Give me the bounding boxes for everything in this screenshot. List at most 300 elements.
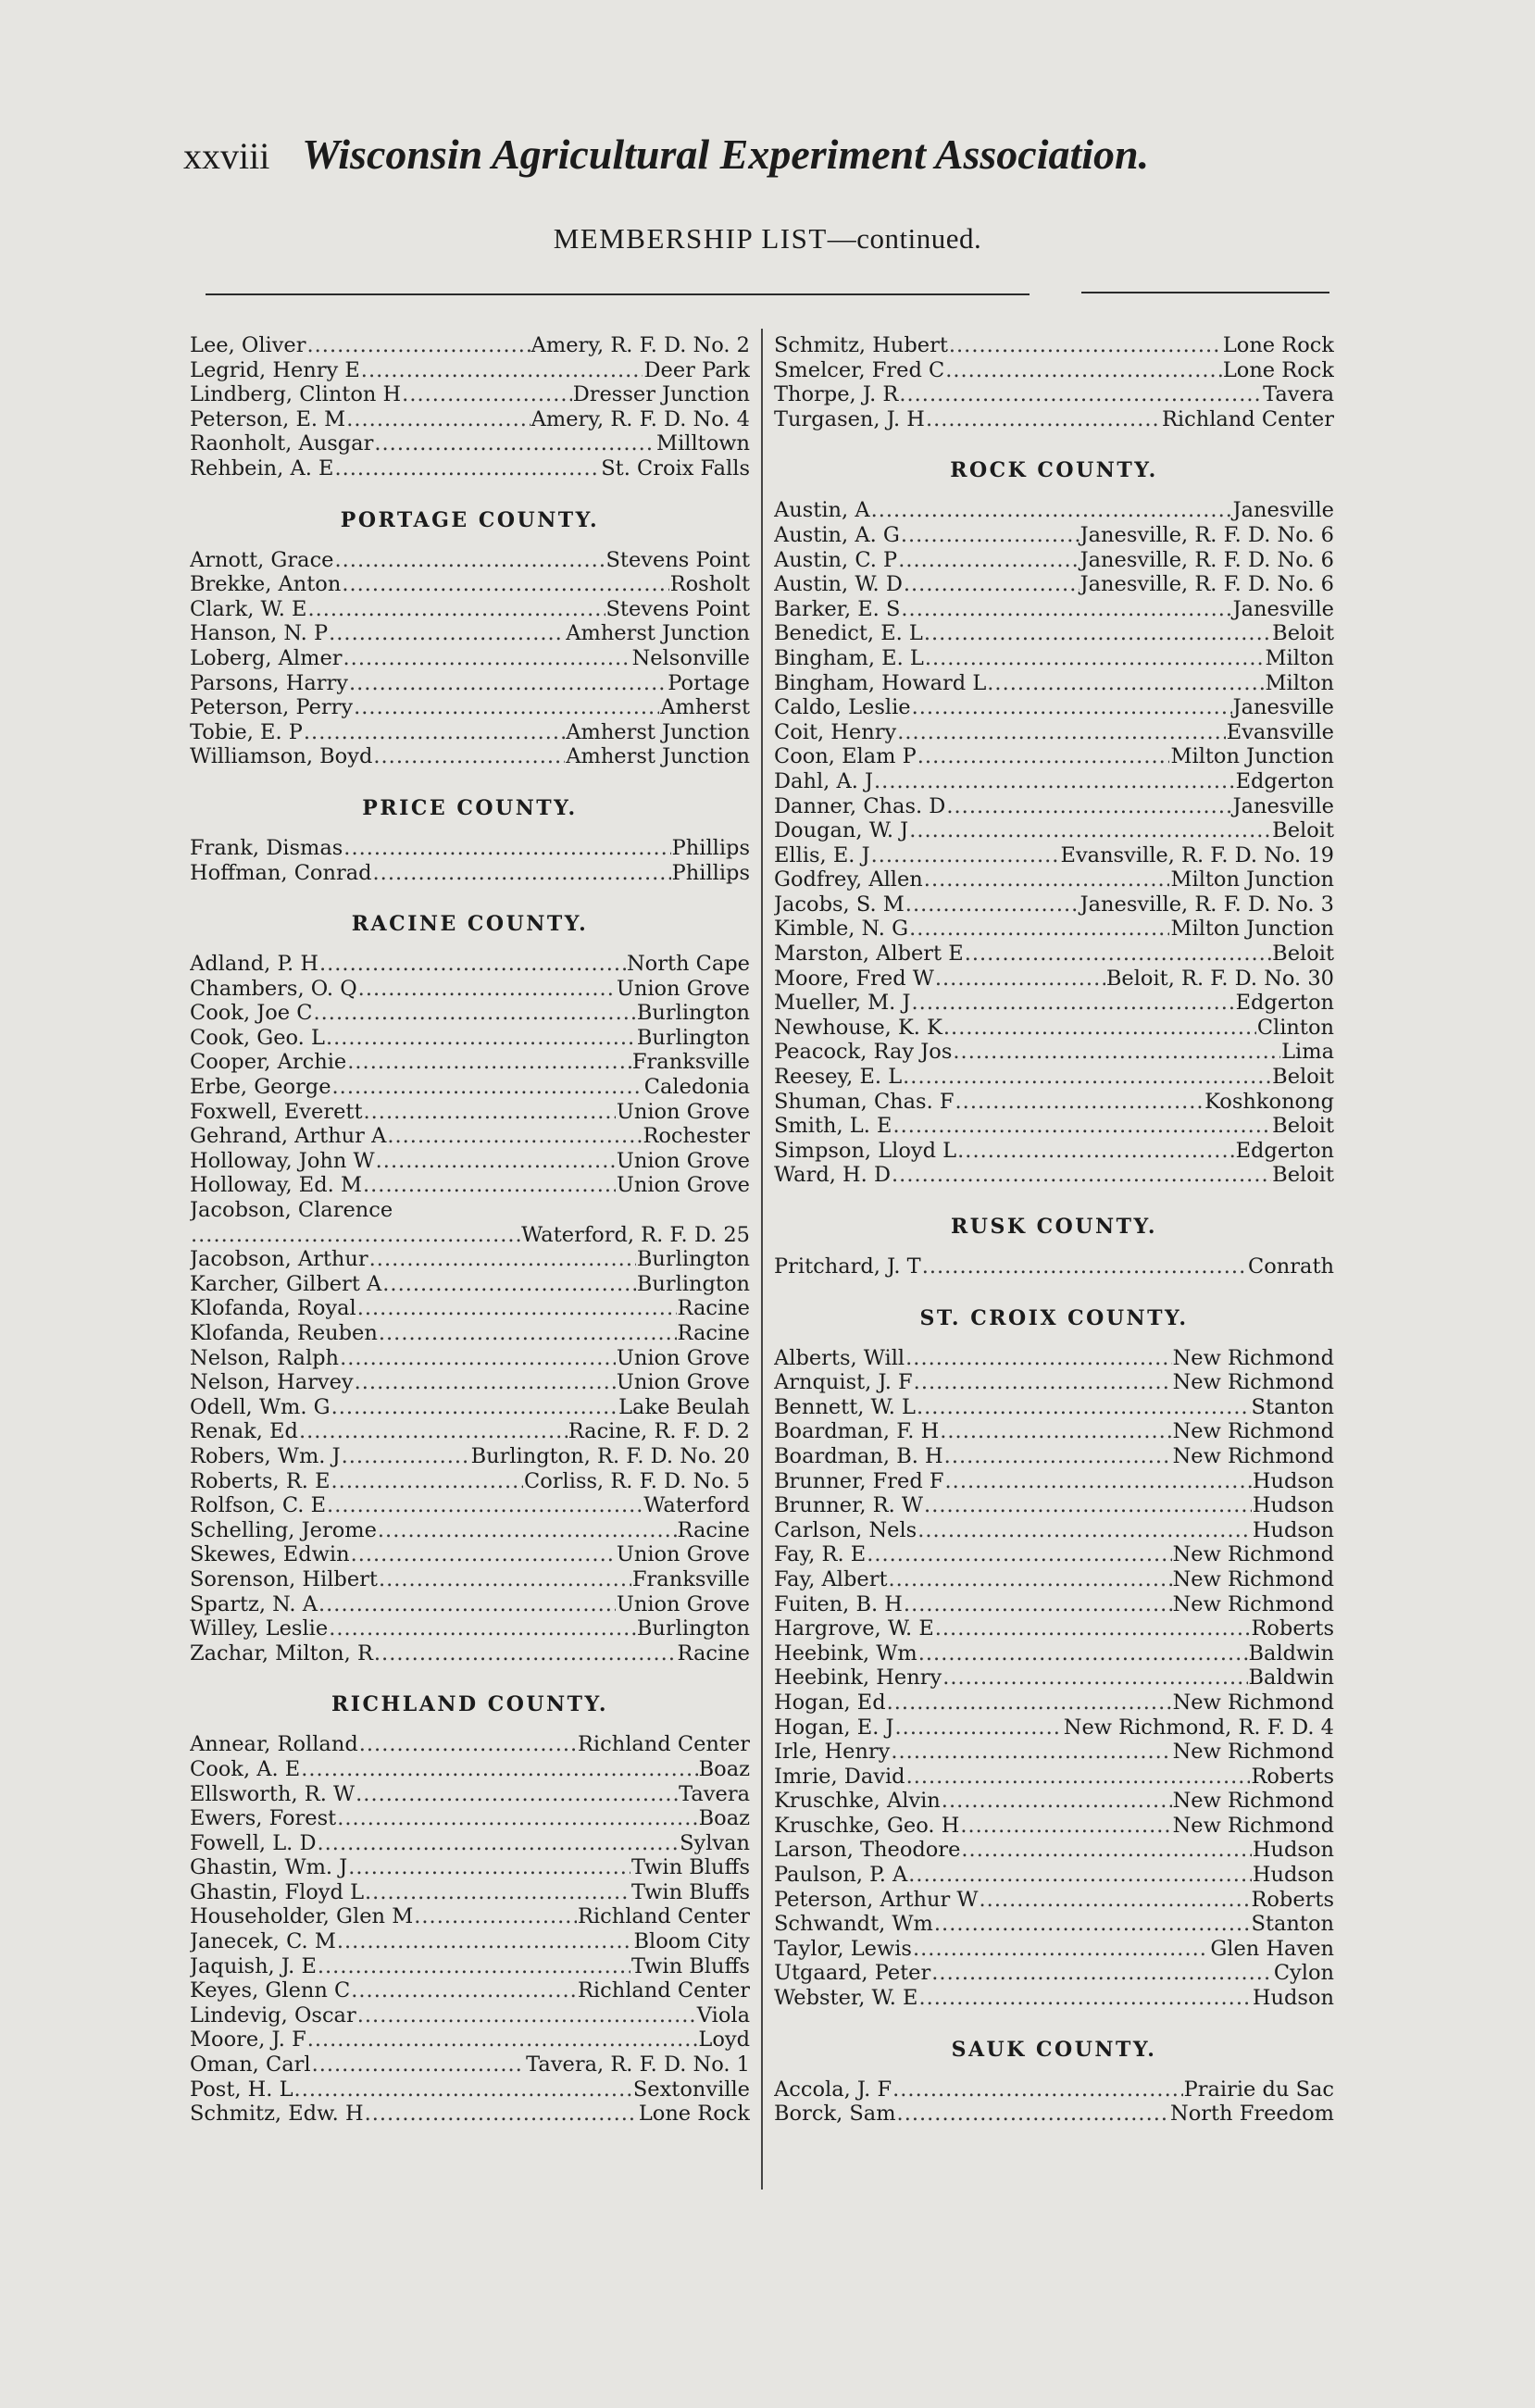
leader-dots — [940, 1419, 1171, 1444]
member-place: New Richmond — [1172, 1419, 1334, 1444]
member-name: Bennett, W. L — [774, 1394, 916, 1419]
member-place: Twin Bluffs — [630, 1953, 750, 1978]
leader-dots — [355, 1370, 616, 1395]
member-entry — [774, 1641, 1334, 1666]
member-place: Burlington — [636, 1001, 750, 1026]
member-place: Dresser Junction — [572, 382, 750, 407]
member-name: Foxwell, Everett — [190, 1099, 363, 1124]
member-entry — [774, 1444, 1334, 1469]
member-place: Janesville — [1232, 695, 1334, 720]
member-entry — [190, 2052, 750, 2077]
member-place: Evansville, R. F. D. No. 19 — [1060, 842, 1334, 867]
member-place: Union Grove — [616, 1370, 750, 1395]
member-place: Baldwin — [1248, 1641, 1334, 1666]
member-entry — [774, 818, 1334, 843]
member-place: North Freedom — [1170, 2102, 1334, 2127]
member-name: Rehbein, A. E — [190, 455, 334, 480]
member-place: Hudson — [1252, 1517, 1334, 1542]
member-entry — [774, 1986, 1334, 2011]
member-place: Janesville — [1232, 596, 1334, 621]
member-name: Danner, Chas. D — [774, 793, 946, 818]
leader-dots — [354, 695, 659, 720]
member-entry — [190, 952, 750, 977]
member-place: Amherst Junction — [566, 719, 750, 744]
leader-dots — [319, 952, 626, 977]
member-name: Turgasen, J. H — [774, 406, 925, 431]
member-entry — [774, 769, 1334, 794]
member-entry — [774, 1789, 1334, 1814]
member-entry — [774, 1592, 1334, 1617]
member-entry — [190, 1395, 750, 1420]
leader-dots — [917, 744, 1170, 769]
member-entry — [190, 358, 750, 383]
leader-dots — [357, 1296, 677, 1321]
member-entry — [190, 1978, 750, 2003]
leader-dots — [376, 1149, 616, 1174]
member-place: Franksville — [631, 1050, 750, 1075]
member-name: Hanson, N. P — [190, 621, 329, 646]
member-name: Carlson, Nels — [774, 1517, 917, 1542]
member-name: Klofanda, Royal — [190, 1296, 356, 1321]
member-entry — [774, 621, 1334, 646]
member-name: Boardman, F. H — [774, 1419, 940, 1444]
member-place: Conrath — [1248, 1254, 1334, 1279]
member-place: New Richmond — [1172, 1789, 1334, 1814]
member-place: Union Grove — [616, 1345, 750, 1370]
leader-dots — [326, 1026, 636, 1051]
member-place: New Richmond — [1172, 1443, 1334, 1468]
leader-dots — [898, 548, 1079, 573]
member-entry — [774, 1065, 1334, 1090]
member-name: Borck, Sam — [774, 2102, 896, 2127]
member-place: Phillips — [671, 835, 750, 860]
member-place: Union Grove — [616, 1542, 750, 1567]
member-entry — [190, 1444, 750, 1469]
member-entry — [774, 407, 1334, 432]
member-name: Austin, A. G — [774, 522, 900, 547]
leader-dots — [942, 1666, 1247, 1691]
leader-dots — [903, 1065, 1271, 1090]
member-entry — [774, 597, 1334, 622]
leader-dots — [378, 1518, 677, 1543]
member-name: Arnquist, J. F — [774, 1370, 913, 1395]
member-place: Lone Rock — [1222, 357, 1334, 382]
member-place: Tavera — [1263, 382, 1334, 407]
member-name: Arnott, Grace — [190, 547, 334, 572]
member-entry — [774, 1469, 1334, 1494]
member-name: Loberg, Almer — [190, 645, 343, 670]
member-entry — [774, 1518, 1334, 1543]
member-name: Lee, Oliver — [190, 333, 306, 357]
member-name: Ghastin, Floyd L — [190, 1879, 365, 1904]
right-column — [774, 333, 1334, 2127]
member-entry — [774, 1691, 1334, 1716]
leader-dots — [317, 1831, 679, 1856]
member-place: Roberts — [1251, 1887, 1334, 1912]
leader-dots — [904, 1592, 1172, 1617]
member-entry — [190, 597, 750, 622]
member-entry — [774, 1370, 1334, 1395]
member-name: Ghastin, Wm. J — [190, 1855, 348, 1880]
member-entry — [190, 695, 750, 720]
leader-dots — [867, 1542, 1171, 1567]
member-place: Janesville, R. F. D. No. 6 — [1079, 572, 1334, 597]
leader-dots — [914, 1370, 1172, 1395]
member-entry — [190, 1592, 750, 1617]
leader-dots — [905, 1346, 1171, 1371]
member-entry — [190, 1616, 750, 1641]
member-place: Hudson — [1252, 1838, 1334, 1863]
member-place: Burlington — [636, 1025, 750, 1050]
member-name: Klofanda, Reuben — [190, 1321, 378, 1345]
member-name: Ewers, Forest — [190, 1806, 337, 1831]
county-heading-portage-county: PORTAGE COUNTY. — [340, 507, 600, 532]
member-name: Oman, Carl — [190, 2052, 311, 2077]
member-place: Lone Rock — [1222, 333, 1334, 357]
member-place: Corliss, R. F. D. No. 5 — [524, 1468, 750, 1493]
member-place: Cylon — [1273, 1961, 1334, 1986]
county-heading-rusk-county: RUSK COUNTY. — [950, 1215, 1157, 1239]
member-place: Rochester — [643, 1124, 750, 1149]
leader-dots — [901, 523, 1079, 548]
leader-dots — [365, 2102, 638, 2127]
member-entry — [190, 1929, 750, 1954]
member-name: Willey, Leslie — [190, 1616, 329, 1641]
leader-dots — [304, 720, 565, 745]
leader-dots — [987, 671, 1264, 696]
member-name: Holloway, Ed. M — [190, 1173, 362, 1198]
member-name: Legrid, Henry E — [190, 357, 360, 382]
member-entry — [774, 867, 1334, 892]
member-entry — [190, 333, 750, 358]
leader-dots — [363, 1173, 616, 1198]
member-name: Smith, L. E — [774, 1114, 892, 1139]
leader-dots — [909, 818, 1271, 843]
leader-dots — [943, 1016, 1256, 1041]
member-place: Tavera — [679, 1781, 750, 1806]
leader-dots — [307, 597, 605, 622]
member-name: Peacock, Ray Jos — [774, 1040, 953, 1065]
leader-dots — [891, 1740, 1171, 1765]
leader-dots — [357, 2003, 696, 2028]
member-entry — [190, 1806, 750, 1831]
member-place: Racine — [677, 1296, 750, 1321]
member-name: Roberts, R. E — [190, 1468, 331, 1493]
member-name: Ward, H. D — [774, 1163, 892, 1188]
member-name: Janecek, C. M — [190, 1929, 336, 1954]
member-entry — [190, 1880, 750, 1905]
member-name: Dougan, W. J — [774, 818, 909, 843]
member-name: Brekke, Anton — [190, 572, 342, 597]
member-name: Irle, Henry — [774, 1740, 891, 1765]
county-heading-rock-county: ROCK COUNTY. — [950, 458, 1158, 483]
leader-dots — [312, 2052, 526, 2077]
member-name: Coon, Elam P — [774, 744, 917, 769]
leader-dots — [343, 836, 670, 861]
county-heading-sauk-county: SAUK COUNTY. — [951, 2037, 1157, 2062]
leader-dots — [945, 1469, 1252, 1494]
member-place: Beloit — [1272, 1114, 1334, 1139]
publication-title: Wisconsin Agricultural Experiment Association. — [302, 131, 1150, 178]
member-entry — [774, 843, 1334, 868]
leader-dots — [299, 1419, 568, 1444]
member-entry — [774, 1863, 1334, 1888]
member-entry — [190, 1855, 750, 1880]
member-entry — [774, 1961, 1334, 1986]
member-name: Alberts, Will — [774, 1345, 905, 1370]
member-place: Evansville — [1226, 719, 1334, 744]
member-entry — [190, 1904, 750, 1929]
member-entry — [190, 1346, 750, 1371]
member-entry — [774, 1395, 1334, 1420]
member-name: Mueller, M. J — [774, 991, 911, 1016]
member-place: North Cape — [626, 952, 750, 977]
leader-dots — [314, 1001, 636, 1026]
member-entry — [190, 456, 750, 481]
leader-dots — [897, 720, 1226, 745]
member-place: Milltown — [656, 431, 750, 456]
member-name: Spartz, N. A — [190, 1591, 318, 1616]
member-name: Kruschke, Geo. H — [774, 1813, 960, 1838]
member-entry — [190, 1296, 750, 1321]
member-name: Jaquish, J. E — [190, 1953, 317, 1978]
member-place: Racine — [677, 1641, 750, 1666]
member-place: Waterford, R. F. D. 25 — [521, 1222, 750, 1247]
member-name: Jacobson, Arthur — [190, 1247, 368, 1272]
member-entry — [774, 1542, 1334, 1567]
member-entry — [774, 646, 1334, 671]
member-name: Simpson, Lloyd L — [774, 1138, 957, 1163]
county-heading-racine-county: RACINE COUNTY. — [351, 912, 589, 937]
member-entry — [774, 1016, 1334, 1041]
member-name: Gehrand, Arthur A — [190, 1124, 387, 1149]
leader-dots — [960, 1814, 1171, 1839]
leader-dots — [359, 1732, 577, 1757]
member-name: Paulson, P. A — [774, 1863, 908, 1888]
leader-dots — [906, 1765, 1251, 1790]
member-entry — [190, 1954, 750, 1979]
member-place: Milton Junction — [1170, 744, 1334, 769]
member-name: Peterson, Perry — [190, 695, 354, 720]
member-place: Union Grove — [616, 1173, 750, 1198]
member-name: Williamson, Boyd — [190, 744, 373, 769]
member-name: Schwandt, Wm — [774, 1912, 933, 1937]
member-place: Boaz — [698, 1756, 750, 1781]
member-entry — [190, 2027, 750, 2052]
member-place: Beloit — [1272, 1163, 1334, 1188]
member-entry — [190, 720, 750, 745]
member-name: Caldo, Leslie — [774, 695, 911, 720]
member-entry — [774, 1567, 1334, 1592]
member-place: Beloit — [1272, 621, 1334, 646]
leader-dots — [379, 1321, 677, 1346]
leader-dots — [340, 1346, 616, 1371]
member-place: Union Grove — [616, 1591, 750, 1616]
member-place: Sextonville — [632, 2077, 750, 2102]
member-place: Beloit — [1272, 942, 1334, 967]
county-heading-richland-county: RICHLAND COUNTY. — [331, 1692, 609, 1717]
member-entry — [190, 1732, 750, 1757]
member-name: Moore, Fred W — [774, 966, 934, 991]
member-name: Frank, Dismas — [190, 835, 343, 860]
member-name: Fay, R. E — [774, 1542, 867, 1567]
member-name: Peterson, E. M — [190, 406, 346, 431]
member-name: Parsons, Harry — [190, 670, 348, 695]
member-entry — [190, 744, 750, 769]
member-entry — [190, 1641, 750, 1666]
member-place: New Richmond — [1172, 1740, 1334, 1765]
leader-dots — [307, 333, 530, 358]
member-place: Union Grove — [616, 1099, 750, 1124]
member-name: Moore, J. F — [190, 2027, 306, 2052]
member-place: New Richmond — [1172, 1813, 1334, 1838]
member-name: Cooper, Archie — [190, 1050, 347, 1075]
member-place: Racine — [677, 1517, 750, 1542]
leader-dots — [953, 1040, 1280, 1065]
member-place: Milton Junction — [1170, 917, 1334, 942]
member-place: Viola — [696, 2003, 750, 2027]
member-name: Nelson, Ralph — [190, 1345, 340, 1370]
member-entry — [774, 2102, 1334, 2127]
leader-dots — [957, 1139, 1234, 1164]
member-place: Stevens Point — [605, 596, 750, 621]
member-place: Milton — [1265, 670, 1334, 695]
member-place: Burlington, R. F. D. No. 20 — [470, 1443, 750, 1468]
member-entry — [190, 1001, 750, 1026]
leader-dots — [382, 1272, 636, 1297]
member-name: Bingham, Howard L — [774, 670, 987, 695]
member-place: Amery, R. F. D. No. 2 — [530, 333, 750, 357]
member-place: Beloit — [1272, 818, 1334, 843]
member-place: Amery, R. F. D. No. 4 — [530, 406, 750, 431]
leader-dots — [191, 1223, 520, 1248]
member-name: Clark, W. E — [190, 596, 307, 621]
member-name: Hogan, E. J — [774, 1715, 894, 1740]
member-place: Union Grove — [616, 1148, 750, 1173]
member-place: Janesville, R. F. D. No. 6 — [1079, 522, 1334, 547]
member-place: Koshkonong — [1204, 1089, 1334, 1114]
member-entry — [190, 1782, 750, 1807]
leader-dots — [327, 1493, 643, 1518]
leader-dots — [935, 967, 1105, 992]
member-entry — [774, 1616, 1334, 1641]
leader-dots — [329, 621, 565, 646]
leader-dots — [895, 1716, 1063, 1740]
member-place: Bloom City — [633, 1929, 750, 1954]
leader-dots — [922, 1254, 1247, 1279]
member-place: Richland Center — [577, 1732, 750, 1757]
member-name: Ellis, E. J — [774, 842, 870, 867]
leader-dots — [342, 1444, 470, 1469]
member-name: Adland, P. H — [190, 952, 318, 977]
leader-dots — [917, 1518, 1252, 1543]
leader-dots — [874, 769, 1235, 794]
member-place: Edgerton — [1235, 1138, 1334, 1163]
leader-dots — [935, 1616, 1251, 1641]
leader-dots — [955, 1090, 1204, 1115]
member-name: Boardman, B. H — [774, 1443, 943, 1468]
member-name: Reesey, E. L — [774, 1065, 903, 1090]
member-entry — [190, 1419, 750, 1444]
member-name: Annear, Rolland — [190, 1732, 358, 1757]
leader-dots — [931, 1961, 1273, 1986]
member-name: Fuiten, B. H — [774, 1591, 903, 1616]
member-place: Portage — [668, 670, 750, 695]
member-entry — [774, 991, 1334, 1016]
member-entry — [774, 1912, 1334, 1937]
member-entry — [190, 1542, 750, 1567]
member-entry — [774, 1765, 1334, 1790]
member-name: Kruschke, Alvin — [774, 1789, 941, 1814]
member-name: Hargrove, W. E — [774, 1616, 934, 1641]
member-name: Heebink, Henry — [774, 1666, 942, 1691]
member-place: New Richmond — [1172, 1542, 1334, 1567]
member-name: Dahl, A. J — [774, 768, 874, 793]
leader-dots — [924, 1493, 1252, 1518]
member-entry — [774, 1040, 1334, 1065]
member-place: Racine — [677, 1321, 750, 1345]
member-entry — [190, 2077, 750, 2102]
member-name: Brunner, Fred F — [774, 1468, 944, 1493]
member-place: St. Croix Falls — [601, 455, 750, 480]
member-entry — [190, 407, 750, 432]
member-name: Erbe, George — [190, 1075, 331, 1100]
member-place: Hudson — [1252, 1863, 1334, 1888]
member-name: Larson, Theodore — [774, 1838, 961, 1863]
leader-dots — [402, 382, 572, 407]
member-place: Glen Haven — [1210, 1936, 1334, 1961]
member-entry — [190, 1026, 750, 1051]
leader-dots — [917, 1395, 1251, 1420]
leader-dots — [892, 2077, 1182, 2102]
member-entry — [774, 1346, 1334, 1371]
member-place: New Richmond, R. F. D. 4 — [1063, 1715, 1334, 1740]
member-name: Thorpe, J. R — [774, 382, 899, 407]
member-entry — [190, 1050, 750, 1075]
leader-dots — [337, 1806, 697, 1831]
member-place: Janesville, R. F. D. No. 6 — [1079, 547, 1334, 572]
leader-dots — [961, 1838, 1252, 1863]
leader-dots — [335, 548, 605, 573]
member-place: Prairie du Sac — [1183, 2077, 1334, 2102]
member-entry — [774, 1740, 1334, 1765]
leader-dots — [331, 1469, 524, 1494]
member-place: Janesville — [1232, 498, 1334, 523]
leader-dots — [351, 1542, 616, 1567]
member-entry — [774, 382, 1334, 407]
member-entry — [774, 572, 1334, 597]
member-place: Burlington — [636, 1247, 750, 1272]
left-column — [190, 333, 750, 2127]
member-entry — [774, 942, 1334, 967]
member-place: Caledonia — [643, 1075, 750, 1100]
member-place: Roberts — [1251, 1764, 1334, 1789]
leader-dots — [905, 892, 1079, 917]
county-heading-st-croix-county: ST. CROIX COUNTY. — [919, 1305, 1189, 1330]
member-entry — [190, 382, 750, 407]
member-entry — [774, 671, 1334, 696]
member-entry — [190, 1518, 750, 1543]
member-entry — [774, 720, 1334, 745]
member-name: Utgaard, Peter — [774, 1961, 931, 1986]
leader-dots — [379, 1567, 631, 1592]
member-entry — [190, 1149, 750, 1174]
member-entry — [190, 1370, 750, 1395]
member-entry — [774, 2077, 1334, 2102]
member-name: Odell, Wm. G — [190, 1394, 331, 1419]
leader-dots — [871, 498, 1232, 523]
member-entry — [774, 695, 1334, 720]
